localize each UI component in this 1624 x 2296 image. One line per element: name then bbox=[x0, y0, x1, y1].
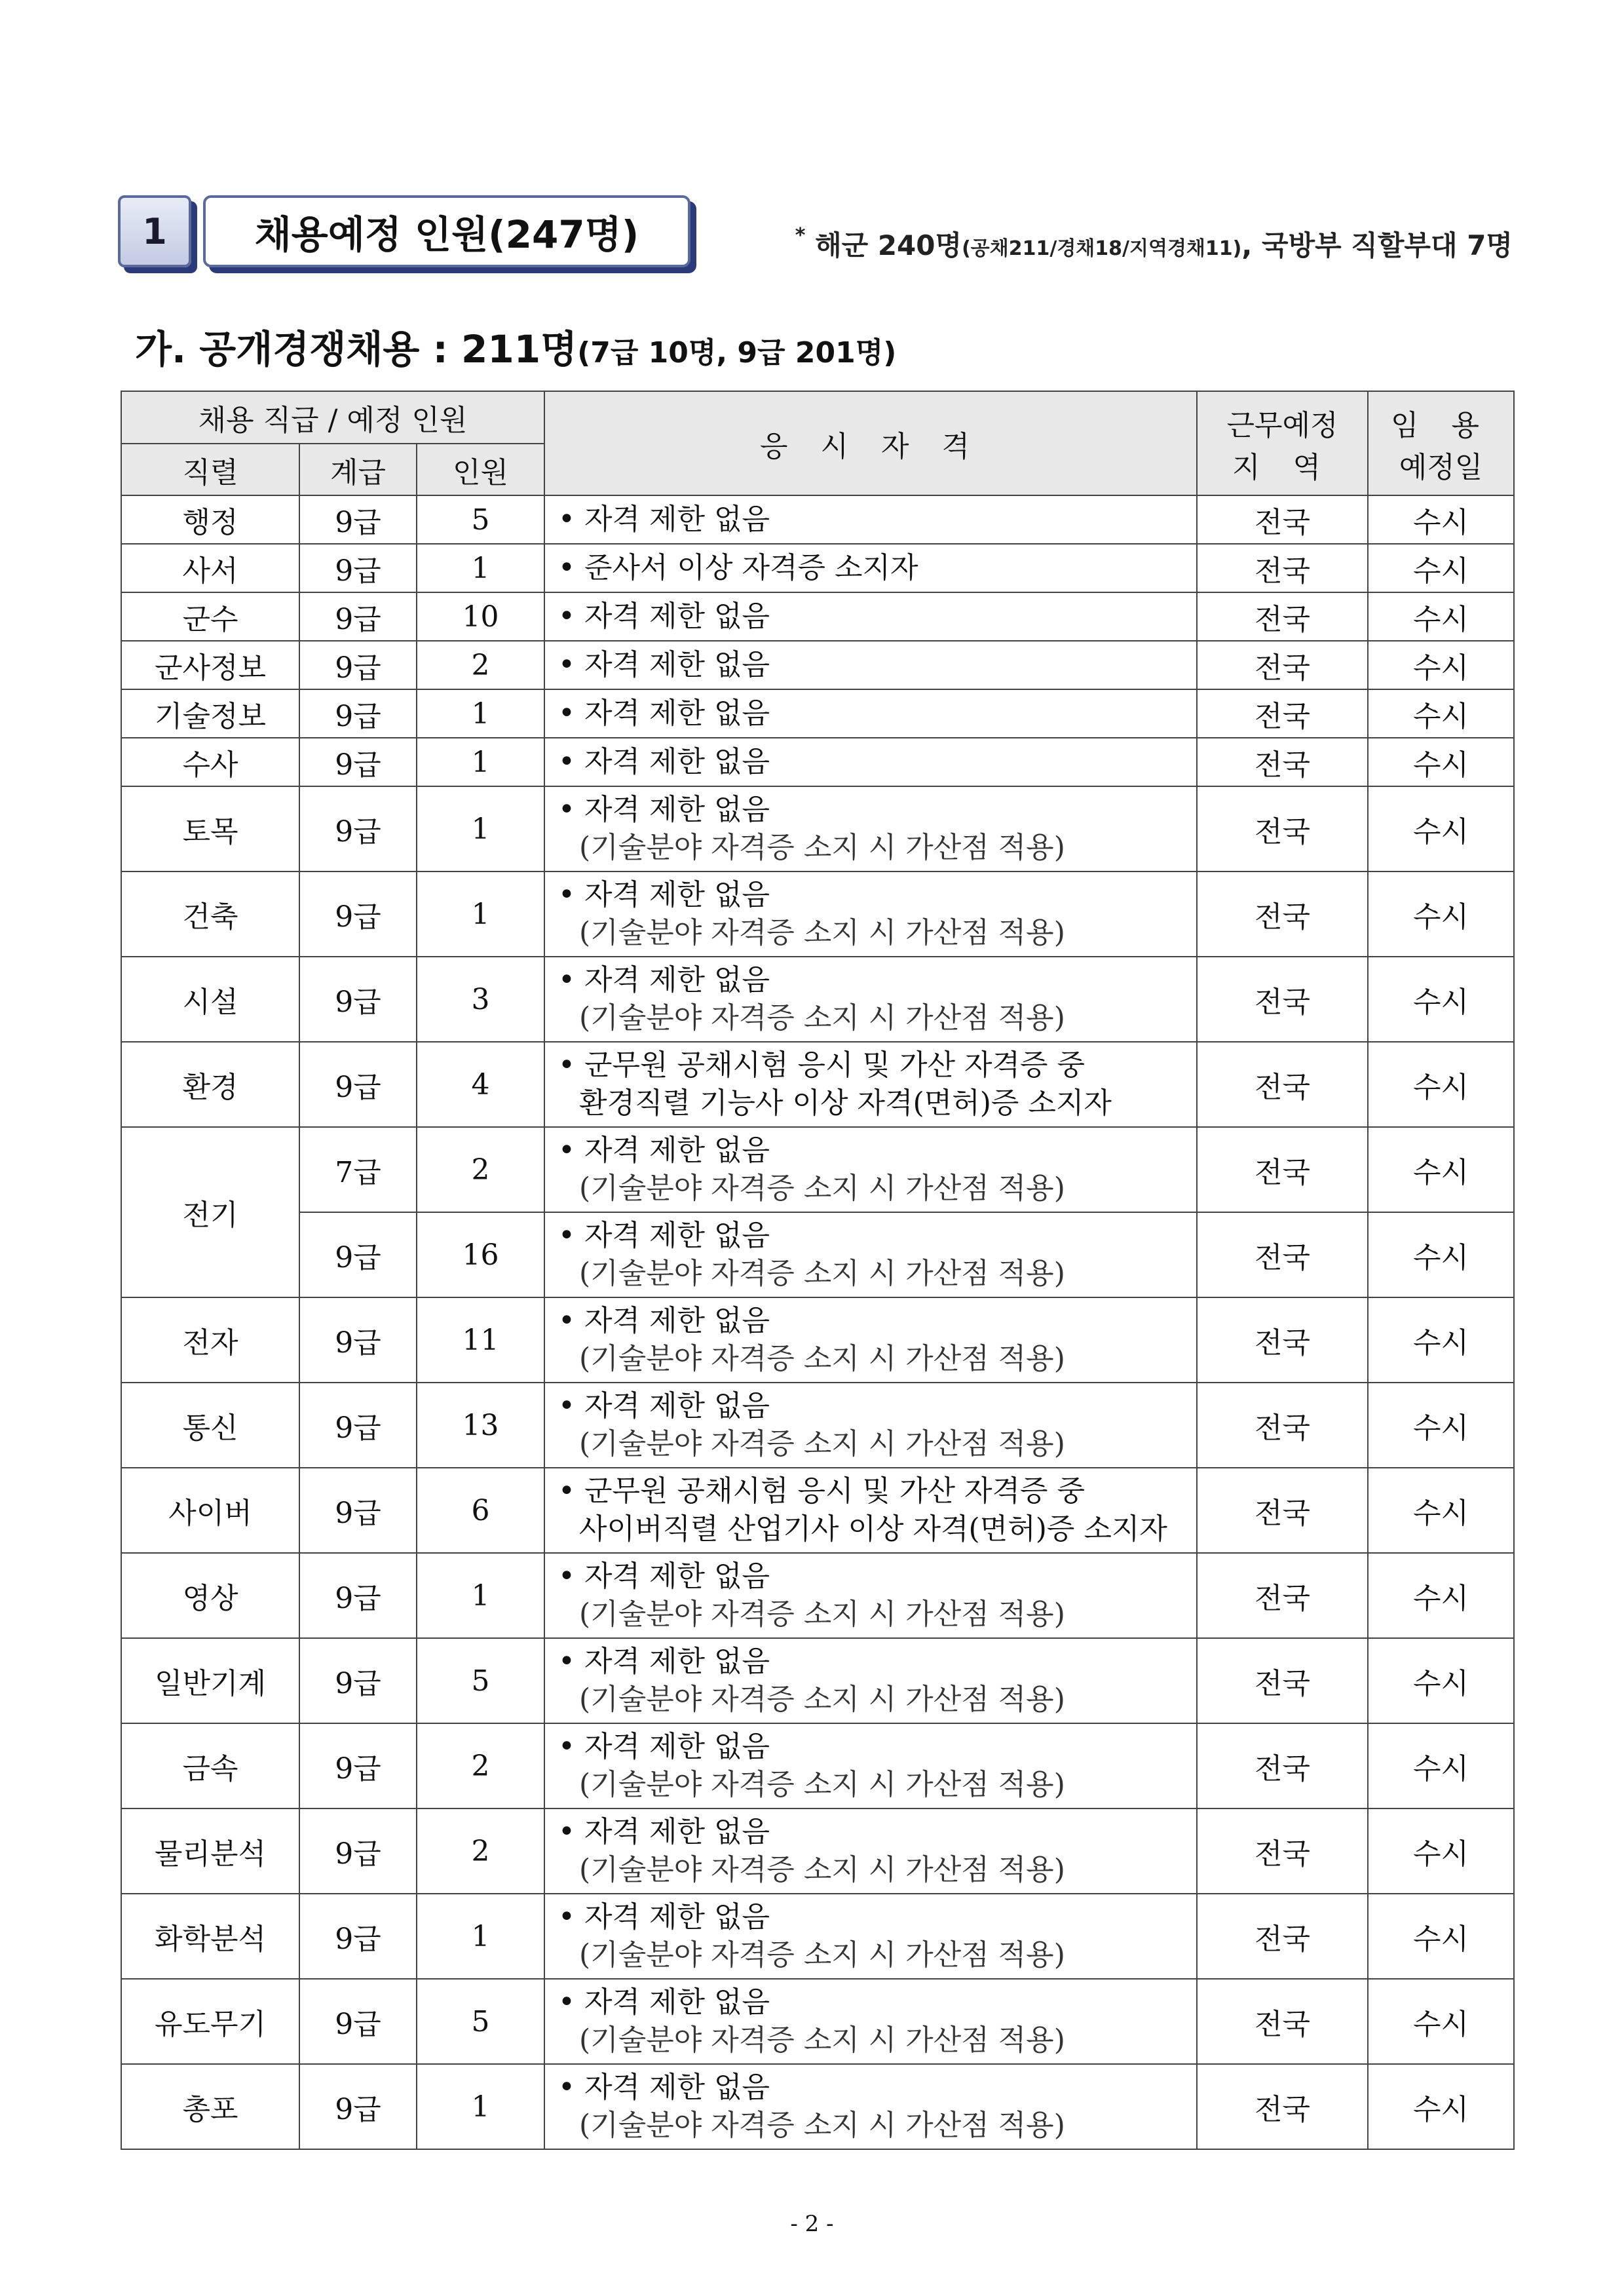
table-row bbox=[121, 1638, 1514, 1723]
cell-count: 11 bbox=[417, 1297, 544, 1383]
section-title-box bbox=[203, 195, 690, 267]
qualification-line: • 자격 제한 없음 bbox=[558, 697, 770, 730]
cell-grade: 9급 bbox=[299, 495, 417, 544]
qualification-note: (기술분야 자격증 소지 시 가산점 적용) bbox=[579, 1427, 1065, 1461]
cell-series: 유도무기 bbox=[121, 1979, 299, 2064]
cell-grade: 9급 bbox=[299, 1297, 417, 1383]
note-tail: , 국방부 직할부대 7명 bbox=[1241, 229, 1513, 261]
cell-count: 5 bbox=[417, 1979, 544, 2064]
cell-series: 행정 bbox=[121, 495, 299, 544]
cell-grade: 9급 bbox=[299, 544, 417, 592]
cell-date: 수시 bbox=[1368, 1808, 1514, 1894]
cell-count: 13 bbox=[417, 1383, 544, 1468]
cell-count: 1 bbox=[417, 738, 544, 786]
cell-region: 전국 bbox=[1197, 641, 1368, 689]
header-group: 채용 직급 / 예정 인원 bbox=[121, 391, 544, 444]
cell-count: 3 bbox=[417, 957, 544, 1042]
cell-region: 전국 bbox=[1197, 871, 1368, 957]
table-row bbox=[121, 957, 1514, 1042]
cell-qualification bbox=[544, 1297, 1197, 1383]
header-row-1 bbox=[121, 391, 1514, 444]
cell-region: 전국 bbox=[1197, 1042, 1368, 1127]
cell-count: 6 bbox=[417, 1468, 544, 1553]
cell-series: 환경 bbox=[121, 1042, 299, 1127]
qualification-line: • 자격 제한 없음 bbox=[558, 1219, 770, 1252]
cell-count: 1 bbox=[417, 1553, 544, 1638]
cell-qualification bbox=[544, 1638, 1197, 1723]
qualification-note: (기술분야 자격증 소지 시 가산점 적용) bbox=[579, 2109, 1065, 2142]
cell-region: 전국 bbox=[1197, 544, 1368, 592]
cell-series: 건축 bbox=[121, 871, 299, 957]
cell-date: 수시 bbox=[1368, 1297, 1514, 1383]
qualification-note: (기술분야 자격증 소지 시 가산점 적용) bbox=[579, 1257, 1065, 1290]
table-row bbox=[121, 495, 1514, 544]
table-row bbox=[121, 592, 1514, 641]
cell-count: 5 bbox=[417, 1638, 544, 1723]
cell-qualification bbox=[544, 1894, 1197, 1979]
cell-region: 전국 bbox=[1197, 786, 1368, 871]
table-row bbox=[121, 641, 1514, 689]
cell-region: 전국 bbox=[1197, 1894, 1368, 1979]
cell-qualification bbox=[544, 2064, 1197, 2149]
cell-qualification bbox=[544, 544, 1197, 592]
cell-series: 군수 bbox=[121, 592, 299, 641]
cell-grade: 9급 bbox=[299, 2064, 417, 2149]
cell-qualification bbox=[544, 1127, 1197, 1212]
cell-region: 전국 bbox=[1197, 738, 1368, 786]
qualification-line: • 군무원 공채시험 응시 및 가산 자격증 중 bbox=[558, 1048, 1085, 1082]
cell-date: 수시 bbox=[1368, 1638, 1514, 1723]
qualification-line: • 자격 제한 없음 bbox=[558, 793, 770, 826]
qualification-note: (기술분야 자격증 소지 시 가산점 적용) bbox=[579, 831, 1065, 864]
table-row bbox=[121, 544, 1514, 592]
cell-count: 5 bbox=[417, 495, 544, 544]
cell-grade: 9급 bbox=[299, 1553, 417, 1638]
qualification-line: • 자격 제한 없음 bbox=[558, 503, 770, 536]
qualification-note: (기술분야 자격증 소지 시 가산점 적용) bbox=[579, 1683, 1065, 1716]
cell-qualification bbox=[544, 1468, 1197, 1553]
table-row bbox=[121, 1127, 1514, 1212]
header-region bbox=[1197, 391, 1368, 495]
cell-qualification bbox=[544, 738, 1197, 786]
table-row bbox=[121, 1553, 1514, 1638]
qualification-line: • 자격 제한 없음 bbox=[558, 1815, 770, 1848]
table-row bbox=[121, 871, 1514, 957]
cell-series: 물리분석 bbox=[121, 1808, 299, 1894]
header-count: 인원 bbox=[417, 444, 544, 495]
allocation-note bbox=[795, 224, 1513, 263]
subsection-heading bbox=[135, 318, 896, 373]
cell-region: 전국 bbox=[1197, 1553, 1368, 1638]
qualification-line: • 자격 제한 없음 bbox=[558, 963, 770, 997]
cell-count: 2 bbox=[417, 1808, 544, 1894]
cell-qualification bbox=[544, 592, 1197, 641]
cell-qualification bbox=[544, 1042, 1197, 1127]
qualification-note: (기술분야 자격증 소지 시 가산점 적용) bbox=[579, 1853, 1065, 1886]
cell-region: 전국 bbox=[1197, 1638, 1368, 1723]
cell-grade: 9급 bbox=[299, 871, 417, 957]
qualification-line: • 자격 제한 없음 bbox=[558, 1985, 770, 2019]
cell-series: 군사정보 bbox=[121, 641, 299, 689]
subsection-title: 가. 공개경쟁채용 : 211명 bbox=[135, 327, 578, 372]
cell-region: 전국 bbox=[1197, 1979, 1368, 2064]
cell-count: 2 bbox=[417, 1127, 544, 1212]
table-row bbox=[121, 689, 1514, 738]
cell-region: 전국 bbox=[1197, 592, 1368, 641]
qualification-line: • 자격 제한 없음 bbox=[558, 1730, 770, 1763]
qualification-line: • 자격 제한 없음 bbox=[558, 600, 770, 633]
cell-count: 1 bbox=[417, 689, 544, 738]
header-date bbox=[1368, 391, 1514, 495]
table-row bbox=[121, 1042, 1514, 1127]
table-row bbox=[121, 786, 1514, 871]
cell-date: 수시 bbox=[1368, 1723, 1514, 1808]
cell-series: 화학분석 bbox=[121, 1894, 299, 1979]
cell-qualification bbox=[544, 689, 1197, 738]
cell-date: 수시 bbox=[1368, 1212, 1514, 1297]
qualification-note: (기술분야 자격증 소지 시 가산점 적용) bbox=[579, 1598, 1065, 1631]
qualification-line: • 자격 제한 없음 bbox=[558, 1304, 770, 1337]
qualification-note: (기술분야 자격증 소지 시 가산점 적용) bbox=[579, 1768, 1065, 1801]
qualification-line: • 자격 제한 없음 bbox=[558, 1389, 770, 1423]
cell-date: 수시 bbox=[1368, 738, 1514, 786]
qualification-line-2: 환경직렬 기능사 이상 자격(면허)증 소지자 bbox=[579, 1086, 1112, 1120]
cell-date: 수시 bbox=[1368, 1553, 1514, 1638]
cell-count: 1 bbox=[417, 1894, 544, 1979]
note-main: 해군 240명 bbox=[815, 229, 962, 261]
cell-series: 영상 bbox=[121, 1553, 299, 1638]
cell-grade: 9급 bbox=[299, 1894, 417, 1979]
cell-qualification bbox=[544, 641, 1197, 689]
cell-count: 4 bbox=[417, 1042, 544, 1127]
cell-grade: 9급 bbox=[299, 1468, 417, 1553]
cell-grade: 7급 bbox=[299, 1127, 417, 1212]
cell-region: 전국 bbox=[1197, 689, 1368, 738]
qualification-line: • 군무원 공채시험 응시 및 가산 자격증 중 bbox=[558, 1474, 1085, 1508]
cell-date: 수시 bbox=[1368, 1894, 1514, 1979]
qualification-line: • 준사서 이상 자격증 소지자 bbox=[558, 551, 918, 584]
cell-region: 전국 bbox=[1197, 2064, 1368, 2149]
cell-grade: 9급 bbox=[299, 1723, 417, 1808]
qualification-line-2: 사이버직렬 산업기사 이상 자격(면허)증 소지자 bbox=[579, 1512, 1167, 1546]
qualification-line: • 자격 제한 없음 bbox=[558, 2071, 770, 2104]
cell-series: 시설 bbox=[121, 957, 299, 1042]
cell-count: 2 bbox=[417, 1723, 544, 1808]
cell-grade: 9급 bbox=[299, 957, 417, 1042]
cell-count: 1 bbox=[417, 786, 544, 871]
cell-series: 통신 bbox=[121, 1383, 299, 1468]
qualification-line: • 자격 제한 없음 bbox=[558, 1900, 770, 1934]
cell-date: 수시 bbox=[1368, 871, 1514, 957]
table-row bbox=[121, 1894, 1514, 1979]
cell-series: 사서 bbox=[121, 544, 299, 592]
cell-date: 수시 bbox=[1368, 641, 1514, 689]
cell-qualification bbox=[544, 1723, 1197, 1808]
section-title: 채용예정 인원(247명) bbox=[254, 212, 639, 257]
qualification-note: (기술분야 자격증 소지 시 가산점 적용) bbox=[579, 1938, 1065, 1972]
cell-grade: 9급 bbox=[299, 1638, 417, 1723]
cell-grade: 9급 bbox=[299, 592, 417, 641]
cell-series: 기술정보 bbox=[121, 689, 299, 738]
cell-date: 수시 bbox=[1368, 592, 1514, 641]
cell-date: 수시 bbox=[1368, 1383, 1514, 1468]
cell-region: 전국 bbox=[1197, 957, 1368, 1042]
cell-qualification bbox=[544, 1808, 1197, 1894]
cell-series: 전기 bbox=[121, 1127, 299, 1297]
cell-series: 토목 bbox=[121, 786, 299, 871]
cell-region: 전국 bbox=[1197, 495, 1368, 544]
table-row bbox=[121, 1212, 1514, 1297]
qualification-note: (기술분야 자격증 소지 시 가산점 적용) bbox=[579, 916, 1065, 949]
cell-qualification bbox=[544, 786, 1197, 871]
table-row bbox=[121, 2064, 1514, 2149]
cell-grade: 9급 bbox=[299, 1979, 417, 2064]
header-series: 직렬 bbox=[121, 444, 299, 495]
cell-region: 전국 bbox=[1197, 1808, 1368, 1894]
cell-date: 수시 bbox=[1368, 689, 1514, 738]
cell-date: 수시 bbox=[1368, 1127, 1514, 1212]
note-detail: (공채211/경채18/지역경채11) bbox=[962, 237, 1242, 260]
cell-grade: 9급 bbox=[299, 1212, 417, 1297]
qualification-line: • 자격 제한 없음 bbox=[558, 1559, 770, 1593]
cell-series: 사이버 bbox=[121, 1468, 299, 1553]
qualification-note: (기술분야 자격증 소지 시 가산점 적용) bbox=[579, 1172, 1065, 1205]
table-row bbox=[121, 1383, 1514, 1468]
cell-count: 16 bbox=[417, 1212, 544, 1297]
cell-date: 수시 bbox=[1368, 495, 1514, 544]
table-row bbox=[121, 1723, 1514, 1808]
cell-grade: 9급 bbox=[299, 689, 417, 738]
cell-grade: 9급 bbox=[299, 1808, 417, 1894]
cell-date: 수시 bbox=[1368, 957, 1514, 1042]
qualification-note: (기술분야 자격증 소지 시 가산점 적용) bbox=[579, 1001, 1065, 1035]
cell-count: 1 bbox=[417, 2064, 544, 2149]
cell-count: 2 bbox=[417, 641, 544, 689]
cell-grade: 9급 bbox=[299, 1042, 417, 1127]
cell-date: 수시 bbox=[1368, 1042, 1514, 1127]
cell-region: 전국 bbox=[1197, 1297, 1368, 1383]
cell-region: 전국 bbox=[1197, 1723, 1368, 1808]
cell-qualification bbox=[544, 1979, 1197, 2064]
header-region-line1: 근무예정 bbox=[1226, 408, 1338, 442]
note-asterisk: * bbox=[795, 224, 806, 247]
qualification-line: • 자격 제한 없음 bbox=[558, 1645, 770, 1678]
cell-region: 전국 bbox=[1197, 1383, 1368, 1468]
cell-grade: 9급 bbox=[299, 1383, 417, 1468]
cell-qualification bbox=[544, 1553, 1197, 1638]
cell-series: 일반기계 bbox=[121, 1638, 299, 1723]
cell-count: 1 bbox=[417, 871, 544, 957]
cell-date: 수시 bbox=[1368, 786, 1514, 871]
cell-series: 전자 bbox=[121, 1297, 299, 1383]
cell-qualification bbox=[544, 957, 1197, 1042]
subsection-detail: (7급 10명, 9급 201명) bbox=[577, 336, 897, 370]
table-row bbox=[121, 1979, 1514, 2064]
cell-date: 수시 bbox=[1368, 544, 1514, 592]
cell-date: 수시 bbox=[1368, 2064, 1514, 2149]
table-row bbox=[121, 1468, 1514, 1553]
cell-series: 금속 bbox=[121, 1723, 299, 1808]
cell-series: 총포 bbox=[121, 2064, 299, 2149]
cell-qualification bbox=[544, 1383, 1197, 1468]
qualification-note: (기술분야 자격증 소지 시 가산점 적용) bbox=[579, 1342, 1065, 1375]
header-qualification: 응 시 자 격 bbox=[544, 391, 1197, 495]
cell-count: 10 bbox=[417, 592, 544, 641]
recruitment-table bbox=[121, 391, 1515, 2150]
section-number-badge bbox=[118, 195, 191, 267]
section-number: 1 bbox=[142, 210, 167, 252]
cell-grade: 9급 bbox=[299, 641, 417, 689]
cell-date: 수시 bbox=[1368, 1979, 1514, 2064]
cell-date: 수시 bbox=[1368, 1468, 1514, 1553]
cell-qualification bbox=[544, 871, 1197, 957]
table-row bbox=[121, 1297, 1514, 1383]
table-row bbox=[121, 738, 1514, 786]
cell-region: 전국 bbox=[1197, 1127, 1368, 1212]
cell-region: 전국 bbox=[1197, 1212, 1368, 1297]
cell-qualification bbox=[544, 1212, 1197, 1297]
qualification-line: • 자격 제한 없음 bbox=[558, 878, 770, 911]
cell-series: 수사 bbox=[121, 738, 299, 786]
cell-count: 1 bbox=[417, 544, 544, 592]
qualification-line: • 자격 제한 없음 bbox=[558, 1134, 770, 1167]
header-grade: 계급 bbox=[299, 444, 417, 495]
cell-grade: 9급 bbox=[299, 738, 417, 786]
table-row bbox=[121, 1808, 1514, 1894]
header-date-line1: 임 용 bbox=[1391, 408, 1492, 442]
cell-qualification bbox=[544, 495, 1197, 544]
page-number: - 2 - bbox=[790, 2211, 834, 2237]
qualification-line: • 자격 제한 없음 bbox=[558, 745, 770, 778]
qualification-note: (기술분야 자격증 소지 시 가산점 적용) bbox=[579, 2023, 1065, 2057]
header-region-line2: 지 역 bbox=[1232, 450, 1333, 484]
cell-grade: 9급 bbox=[299, 786, 417, 871]
qualification-line: • 자격 제한 없음 bbox=[558, 648, 770, 681]
cell-region: 전국 bbox=[1197, 1468, 1368, 1553]
header-date-line2: 예정일 bbox=[1399, 450, 1483, 484]
